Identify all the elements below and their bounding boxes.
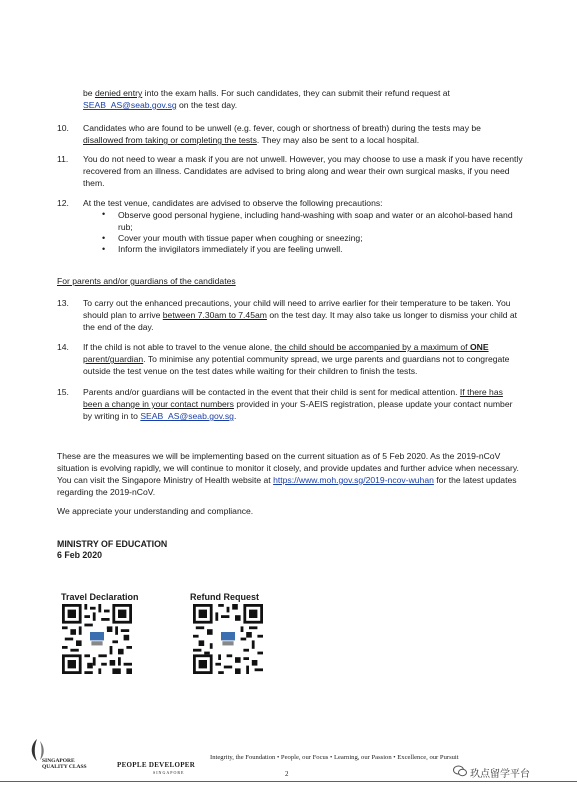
bullet-dot: • — [102, 233, 106, 243]
seab-email-link[interactable]: SEAB_AS@seab.gov.sg — [83, 100, 177, 110]
footer-motto: Integrity, the Foundation • People, our Focus • Learning, our Passion • Excellence, our Pursuit — [210, 754, 459, 761]
paragraph-14: If the child is not able to travel to the venue alone, the child should be accompanied by a maximum of ONE parent/guardian. To minimise any potential community spread, we urge parents and guardians not to congregate outside the test venue on the test dates while waiting for their children to finish the tests. — [83, 342, 510, 376]
footer-rule — [0, 781, 577, 782]
item-number-14: 14. — [57, 342, 69, 352]
qr-label-travel: Travel Declaration — [61, 592, 139, 602]
denied-entry-text: denied entry — [94, 88, 143, 98]
signature-org: MINISTRY OF EDUCATION — [57, 539, 168, 549]
continuation-paragraph: be denied entry into the exam halls. For such candidates, they can submit their refund request at SEAB_AS@seab.gov.sg on the test day. — [83, 88, 450, 110]
people-developer-sub: SINGAPORE — [153, 770, 185, 775]
page-number: 2 — [285, 770, 289, 778]
people-developer-logo: PEOPLE DEVELOPER — [117, 761, 196, 769]
section-heading-parents: For parents and/or guardians of the candidates — [57, 276, 236, 286]
paragraph-12: At the test venue, candidates are advised to observe the following precautions: — [83, 198, 383, 208]
appreciation-text: We appreciate your understanding and compliance. — [57, 506, 254, 516]
item-number-12: 12. — [57, 198, 69, 208]
bullet-item: Inform the invigilators immediately if you are feeling unwell. — [118, 244, 343, 254]
qr-label-refund: Refund Request — [190, 592, 260, 602]
paragraph-13: To carry out the enhanced precautions, your child will need to arrive earlier for their temperature to be taken. You should plan to arrive between 7.30am to 7.45am on the test day. It may also take us longer to dismiss your child at the end of the day. — [83, 298, 518, 332]
qr-code-refund-request[interactable] — [193, 604, 263, 674]
paragraph-10: Candidates who are found to be unwell (e.g. fever, cough or shortness of breath) during the tests may be disallowed from taking or completing the tests. They may also be sent to a local hospital. — [83, 123, 481, 145]
wechat-icon — [453, 765, 467, 777]
item-number-11: 11. — [57, 154, 69, 164]
moh-website-link[interactable]: https://www.moh.gov.sg/2019-ncov-wuhan — [273, 475, 434, 485]
paragraph-11: You do not need to wear a mask if you are not unwell. However, you may choose to use a mask if you have recently recovered from an illness. Candidates are advised to bring along and wear their own surgical masks, if you need them. — [83, 154, 523, 188]
item-number-15: 15. — [57, 387, 69, 397]
closing-paragraph: These are the measures we will be implementing based on the current situation as of 5 Feb 2020. As the 2019-nCoV situation is evolving rapidly, we will continue to monitor it closely, and provide updates and further advice when necessary. You can visit the Singapore Ministry of Health website at https://www.moh.gov.sg/2019-ncov-wuhan for the latest updates regarding the 2019-nCoV. — [57, 451, 519, 497]
seab-email-link[interactable]: SEAB_AS@seab.gov.sg — [140, 411, 234, 421]
singapore-quality-class-text: SINGAPORE QUALITY CLASS — [42, 758, 87, 770]
watermark-text: 玖点留学平台 — [470, 769, 530, 780]
item-number-13: 13. — [57, 298, 69, 308]
qr-code-travel-declaration[interactable] — [62, 604, 132, 674]
item-number-10: 10. — [57, 123, 69, 133]
signature-date: 6 Feb 2020 — [57, 550, 102, 560]
bullet-dot: • — [102, 244, 106, 254]
bullet-item: Cover your mouth with tissue paper when coughing or sneezing; — [118, 233, 363, 243]
bullet-item: Observe good personal hygiene, including hand-washing with soap and water or an alcohol-based hand rub; — [118, 210, 513, 232]
bullet-dot: • — [102, 209, 106, 219]
paragraph-15: Parents and/or guardians will be contacted in the event that their child is sent for medical attention. If there has been a change in your contact numbers provided in your S-AEIS registration, please update your contact number by writing in to SEAB_AS@seab.gov.sg. — [83, 387, 513, 421]
